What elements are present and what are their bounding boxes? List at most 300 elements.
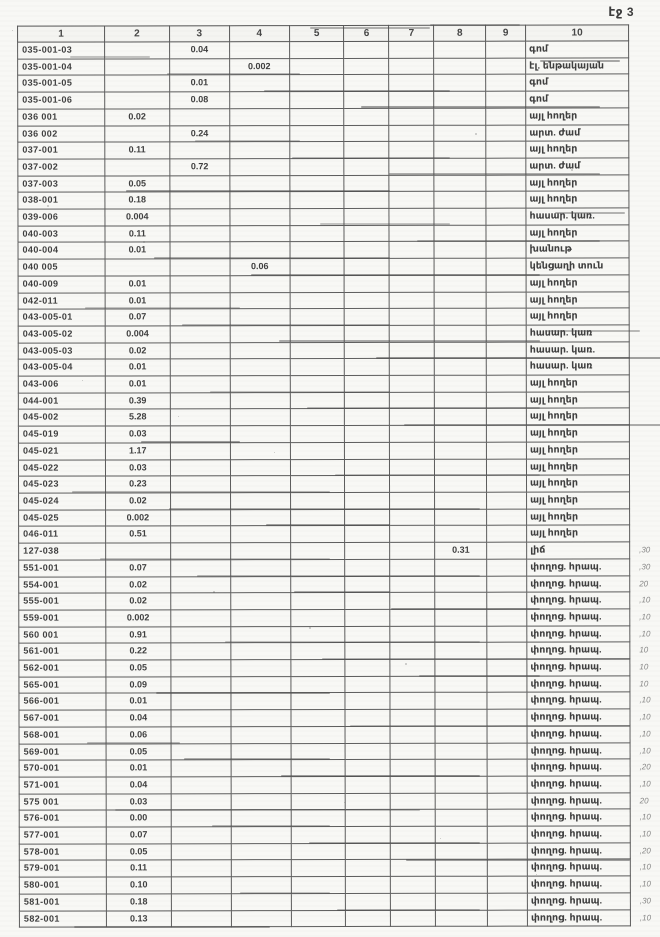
cell-landuse-label: այլ հողեր bbox=[527, 509, 630, 526]
table-row bbox=[18, 408, 659, 426]
cell-col6-empty bbox=[344, 192, 389, 209]
cell-col4-value bbox=[231, 743, 291, 760]
cell-col7-empty bbox=[389, 75, 434, 92]
margin-mark: 10 bbox=[639, 645, 649, 655]
cell-col9-empty bbox=[487, 425, 527, 442]
cell-col4-value bbox=[230, 526, 290, 543]
cell-col9-empty bbox=[487, 492, 527, 509]
cell-parcel-code: 577-001 bbox=[19, 827, 106, 844]
cell-col5-empty bbox=[290, 559, 345, 576]
cell-col4-value bbox=[230, 359, 290, 376]
cell-col6-empty bbox=[345, 676, 390, 693]
cell-col8-value bbox=[434, 275, 486, 292]
margin-mark bbox=[630, 525, 660, 542]
cell-landuse-label: գոմ bbox=[526, 74, 629, 91]
table-row bbox=[19, 876, 660, 894]
cell-col7-empty bbox=[390, 709, 435, 726]
cell-col4-value bbox=[230, 610, 290, 627]
cell-col5-empty bbox=[290, 426, 345, 443]
table-row bbox=[18, 325, 659, 343]
cell-col4-value bbox=[230, 192, 290, 209]
cell-col3-value: 0.04 bbox=[169, 42, 229, 59]
cell-col8-value bbox=[434, 325, 486, 342]
cell-col3-value bbox=[171, 894, 231, 911]
cell-col7-empty bbox=[390, 359, 435, 376]
cell-col3-value bbox=[170, 359, 230, 376]
table-row bbox=[19, 542, 660, 560]
cell-col3-value bbox=[170, 509, 230, 526]
cell-parcel-code: 559-001 bbox=[19, 610, 106, 627]
cell-col7-empty bbox=[390, 760, 435, 777]
cell-col8-value bbox=[434, 158, 486, 175]
margin-mark bbox=[629, 108, 659, 125]
cell-parcel-code: 043-005-03 bbox=[18, 343, 105, 360]
cell-landuse-label: փողոց. հրապ. bbox=[527, 726, 630, 743]
cell-col3-value bbox=[171, 877, 231, 894]
margin-mark bbox=[629, 91, 659, 108]
margin-mark: ,10 bbox=[639, 779, 651, 789]
cell-col8-value bbox=[436, 860, 488, 877]
cell-landuse-label: փողոց. հրապ. bbox=[527, 642, 630, 659]
cell-col2-value: 0.02 bbox=[105, 343, 170, 360]
cell-landuse-label: փողոց. հրապ. bbox=[527, 659, 630, 676]
cell-col5-empty bbox=[290, 576, 345, 593]
cell-col5-empty bbox=[289, 108, 344, 125]
cell-col4-value bbox=[230, 242, 290, 259]
margin-mark: ,10 bbox=[639, 829, 651, 839]
cell-col6-empty bbox=[344, 259, 389, 276]
margin-mark bbox=[629, 124, 659, 141]
cell-col9-empty bbox=[487, 826, 527, 843]
cell-col7-empty bbox=[391, 860, 436, 877]
cell-landuse-label: փողոց. հրապ. bbox=[527, 559, 630, 576]
cell-col2-value bbox=[105, 159, 170, 176]
table-row bbox=[19, 642, 660, 660]
cell-landuse-label: փողոց. հրապ. bbox=[527, 742, 630, 759]
cell-col3-value bbox=[171, 743, 231, 760]
cell-col7-empty bbox=[390, 509, 435, 526]
cell-col4-value bbox=[229, 125, 289, 142]
cell-col7-empty bbox=[390, 676, 435, 693]
cell-col2-value: 0.23 bbox=[105, 476, 170, 493]
cell-col6-empty bbox=[345, 526, 390, 543]
cell-landuse-label: փողոց. հրապ. bbox=[527, 826, 630, 843]
cell-parcel-code: 040-004 bbox=[18, 242, 105, 259]
cell-col9-empty bbox=[486, 158, 526, 175]
margin-mark bbox=[629, 442, 659, 459]
cell-col8-value bbox=[435, 492, 487, 509]
cell-col6-empty bbox=[345, 509, 390, 526]
table-row bbox=[18, 425, 659, 443]
cell-col5-empty bbox=[289, 192, 344, 209]
cell-col9-empty bbox=[487, 576, 527, 593]
cell-col7-empty bbox=[390, 693, 435, 710]
cell-col4-value bbox=[230, 459, 290, 476]
cell-col9-empty bbox=[486, 141, 526, 158]
cell-parcel-code: 555-001 bbox=[19, 593, 106, 610]
column-header-8: 8 bbox=[434, 25, 486, 41]
cell-col2-value: 0.03 bbox=[106, 793, 171, 810]
cell-col4-value bbox=[231, 643, 291, 660]
table-row bbox=[18, 225, 659, 243]
table-row bbox=[19, 709, 660, 727]
cell-col6-empty bbox=[346, 743, 391, 760]
cell-parcel-code: 570-001 bbox=[19, 760, 106, 777]
cell-col6-empty bbox=[346, 910, 391, 927]
margin-mark: ,10 bbox=[639, 595, 651, 605]
table-row bbox=[19, 826, 660, 844]
cell-col9-empty bbox=[487, 876, 527, 893]
cell-col8-value bbox=[434, 308, 486, 325]
cell-col2-value: 0.02 bbox=[106, 576, 171, 593]
cell-col8-value bbox=[434, 192, 486, 209]
cell-landuse-label: այլ հողեր bbox=[527, 492, 630, 509]
cell-col9-empty bbox=[486, 258, 526, 275]
cell-landuse-label: այլ հողեր bbox=[526, 225, 629, 242]
cell-parcel-code: 036 001 bbox=[18, 109, 105, 126]
cell-col7-empty bbox=[389, 309, 434, 326]
cell-col8-value bbox=[435, 592, 487, 609]
cell-col4-value bbox=[230, 593, 290, 610]
cell-col9-empty bbox=[487, 626, 527, 643]
cell-col7-empty bbox=[389, 108, 434, 125]
cell-col3-value bbox=[171, 910, 231, 927]
cell-col2-value: 0.07 bbox=[106, 827, 171, 844]
cell-col2-value: 5.28 bbox=[105, 409, 170, 426]
cell-landuse-label: գոմ bbox=[526, 91, 629, 108]
cell-col3-value bbox=[170, 309, 230, 326]
cell-col5-empty bbox=[291, 877, 346, 894]
cell-col5-empty bbox=[291, 860, 346, 877]
cell-col7-empty bbox=[389, 175, 434, 192]
cell-col5-empty bbox=[290, 643, 345, 660]
cell-col3-value bbox=[170, 209, 230, 226]
cell-parcel-code: 045-021 bbox=[18, 443, 105, 460]
cell-landuse-label: այլ հողեր bbox=[526, 191, 629, 208]
cell-landuse-label: խանութ bbox=[526, 241, 629, 258]
cell-landuse-label: փողոց. հրապ. bbox=[527, 626, 630, 643]
cell-col3-value: 0.08 bbox=[169, 92, 229, 109]
table-row bbox=[19, 559, 660, 577]
table-row bbox=[18, 341, 659, 359]
cell-col7-empty bbox=[391, 826, 436, 843]
cell-landuse-label: փողոց. հրապ. bbox=[527, 676, 630, 693]
cell-col3-value: 0.72 bbox=[170, 159, 230, 176]
cell-landuse-label: էլ. ենթակայան bbox=[526, 58, 629, 75]
cell-landuse-label: փողոց. հրապ. bbox=[527, 692, 630, 709]
cell-col7-empty bbox=[389, 192, 434, 209]
cell-col5-empty bbox=[290, 359, 345, 376]
table-row bbox=[18, 475, 659, 493]
cell-landuse-label: փողոց. հրապ. bbox=[527, 609, 630, 626]
cell-col2-value: 0.03 bbox=[105, 459, 170, 476]
cell-col2-value: 0.01 bbox=[105, 292, 170, 309]
cell-col5-empty bbox=[290, 459, 345, 476]
cell-col2-value: 0.05 bbox=[105, 175, 170, 192]
cell-col5-empty bbox=[290, 209, 345, 226]
cell-col9-empty bbox=[488, 910, 528, 927]
cell-col5-empty bbox=[289, 75, 344, 92]
cell-col6-empty bbox=[345, 409, 390, 426]
cell-col8-value bbox=[434, 242, 486, 259]
cell-col9-empty bbox=[487, 843, 527, 860]
table-row bbox=[18, 258, 659, 276]
cell-col8-value bbox=[435, 609, 487, 626]
cell-col7-empty bbox=[389, 242, 434, 259]
cell-col5-empty bbox=[290, 609, 345, 626]
cell-col5-empty bbox=[290, 242, 345, 259]
margin-mark bbox=[630, 492, 660, 509]
cell-col3-value: 0.24 bbox=[170, 125, 230, 142]
cell-col9-empty bbox=[486, 191, 526, 208]
cell-col5-empty bbox=[289, 158, 344, 175]
cell-col2-value bbox=[105, 125, 170, 142]
cell-col9-empty bbox=[487, 559, 527, 576]
cell-col2-value: 0.04 bbox=[106, 777, 171, 794]
table-row bbox=[19, 759, 660, 777]
cell-col4-value bbox=[230, 326, 290, 343]
cell-landuse-label: լիճ bbox=[527, 542, 630, 559]
cell-col5-empty bbox=[290, 509, 345, 526]
cell-col3-value bbox=[171, 760, 231, 777]
cell-col7-empty bbox=[390, 492, 435, 509]
cell-col8-value bbox=[435, 576, 487, 593]
cell-col2-value: 0.01 bbox=[105, 242, 170, 259]
cell-col6-empty bbox=[345, 275, 390, 292]
cell-col3-value bbox=[171, 793, 231, 810]
margin-mark bbox=[629, 392, 659, 409]
table-row bbox=[18, 158, 659, 176]
cell-landuse-label: փողոց. հրապ. bbox=[527, 793, 630, 810]
column-header-7: 7 bbox=[389, 25, 434, 41]
margin-mark: ,30 bbox=[639, 562, 651, 572]
margin-mark bbox=[629, 158, 659, 175]
margin-mark bbox=[629, 275, 659, 292]
cell-col8-value bbox=[435, 776, 487, 793]
cell-col7-empty bbox=[390, 626, 435, 643]
cell-col6-empty bbox=[346, 810, 391, 827]
cell-col7-empty bbox=[389, 158, 434, 175]
cell-col4-value bbox=[230, 576, 290, 593]
cell-col5-empty bbox=[289, 142, 344, 159]
cell-col2-value: 0.10 bbox=[106, 877, 171, 894]
table-row bbox=[18, 58, 659, 76]
cell-col7-empty bbox=[391, 893, 436, 910]
cell-col3-value bbox=[171, 626, 231, 643]
cell-col5-empty bbox=[291, 893, 346, 910]
cell-col9-empty bbox=[487, 475, 527, 492]
cell-landuse-label: փողոց. հրապ. bbox=[527, 876, 630, 893]
cell-landuse-label: կենցաղի տուն bbox=[526, 258, 629, 275]
cell-col5-empty bbox=[291, 726, 346, 743]
cell-col8-value bbox=[434, 125, 486, 142]
cell-col7-empty bbox=[390, 476, 435, 493]
cell-col2-value: 0.004 bbox=[105, 209, 170, 226]
cell-col2-value bbox=[105, 75, 170, 92]
cell-col7-empty bbox=[390, 576, 435, 593]
cell-landuse-label: փողոց. հրապ. bbox=[527, 893, 630, 910]
cell-col2-value: 0.11 bbox=[106, 860, 171, 877]
margin-mark bbox=[629, 74, 659, 91]
cell-col8-value bbox=[434, 108, 486, 125]
cell-col5-empty bbox=[290, 225, 345, 242]
column-header-9: 9 bbox=[486, 25, 526, 41]
cell-col5-empty bbox=[290, 292, 345, 309]
cell-col9-empty bbox=[487, 542, 527, 559]
table-row bbox=[19, 509, 660, 527]
cell-col3-value bbox=[170, 175, 230, 192]
table-row bbox=[19, 575, 660, 593]
margin-mark: ,10 bbox=[639, 912, 652, 922]
cell-col3-value bbox=[170, 225, 230, 242]
cell-col6-empty bbox=[345, 542, 390, 559]
cell-landuse-label: այլ հողեր bbox=[526, 408, 629, 425]
cell-parcel-code: 038-001 bbox=[18, 192, 105, 209]
cell-col6-empty bbox=[344, 158, 389, 175]
cell-col9-empty bbox=[486, 342, 526, 359]
cell-col9-empty bbox=[487, 726, 527, 743]
cell-col4-value bbox=[230, 376, 290, 393]
cell-landuse-label: հասար. կառ bbox=[526, 325, 629, 342]
cell-landuse-label: հասար. կառ. bbox=[526, 342, 629, 359]
cell-col6-empty bbox=[344, 108, 389, 125]
cell-col6-empty bbox=[345, 659, 390, 676]
cell-col3-value bbox=[171, 727, 231, 744]
cell-col3-value bbox=[171, 693, 231, 710]
margin-mark bbox=[629, 225, 659, 242]
cell-col4-value bbox=[230, 175, 290, 192]
cell-col7-empty bbox=[390, 425, 435, 442]
cell-col8-value bbox=[435, 375, 487, 392]
margin-mark: ,10 bbox=[639, 695, 651, 705]
table-row bbox=[19, 609, 660, 627]
cell-col6-empty bbox=[346, 760, 391, 777]
cell-col7-empty bbox=[389, 292, 434, 309]
cell-col9-empty bbox=[487, 459, 527, 476]
cell-col3-value bbox=[171, 827, 231, 844]
cell-col7-empty bbox=[389, 41, 434, 58]
cell-landuse-label: այլ հողեր bbox=[526, 141, 629, 158]
margin-mark bbox=[629, 241, 659, 258]
margin-mark: ,30 bbox=[639, 896, 651, 906]
margin-mark bbox=[629, 325, 659, 342]
cell-col5-empty bbox=[291, 710, 346, 727]
cell-col8-value bbox=[435, 693, 487, 710]
cell-col4-value bbox=[229, 108, 289, 125]
margin-mark: ,10 bbox=[639, 862, 651, 872]
table-row bbox=[19, 742, 660, 760]
cell-col7-empty bbox=[390, 776, 435, 793]
cell-col8-value bbox=[435, 392, 487, 409]
cell-col7-empty bbox=[389, 258, 434, 275]
table-row bbox=[18, 442, 659, 460]
cell-parcel-code: 579-001 bbox=[19, 860, 106, 877]
cell-landuse-label: այլ հողեր bbox=[527, 475, 630, 492]
cell-col4-value bbox=[231, 676, 291, 693]
cell-col8-value bbox=[434, 41, 486, 58]
cell-col4-value bbox=[229, 92, 289, 109]
cell-col5-empty bbox=[291, 793, 346, 810]
cell-col2-value: 0.002 bbox=[105, 510, 170, 527]
cell-col7-empty bbox=[391, 793, 436, 810]
cell-col8-value bbox=[435, 425, 487, 442]
cell-col6-empty bbox=[345, 392, 390, 409]
cell-col8-value bbox=[435, 743, 487, 760]
margin-mark: 20 bbox=[639, 795, 649, 806]
table-row bbox=[18, 124, 659, 142]
cell-col9-empty bbox=[486, 175, 526, 192]
cell-col3-value bbox=[170, 326, 230, 343]
cell-landuse-label: փողոց. հրապ. bbox=[527, 759, 630, 776]
table-row bbox=[19, 625, 660, 643]
cell-col3-value bbox=[170, 242, 230, 259]
cell-col5-empty bbox=[289, 125, 344, 142]
cell-col3-value bbox=[171, 643, 231, 660]
cell-col8-value bbox=[435, 676, 487, 693]
table-row bbox=[18, 241, 659, 259]
table-row bbox=[19, 726, 660, 744]
table-row bbox=[18, 392, 659, 410]
cell-parcel-code: 039-006 bbox=[18, 209, 105, 226]
cell-parcel-code: 037-002 bbox=[18, 159, 105, 176]
cell-parcel-code: 043-006 bbox=[18, 376, 105, 393]
margin-mark bbox=[629, 475, 659, 492]
cell-col9-empty bbox=[486, 108, 526, 125]
cell-col6-empty bbox=[345, 492, 390, 509]
margin-mark bbox=[629, 458, 659, 475]
cell-col9-empty bbox=[487, 442, 527, 459]
cell-col6-empty bbox=[346, 776, 391, 793]
cell-col6-empty bbox=[345, 609, 390, 626]
cell-col6-empty bbox=[345, 459, 390, 476]
cell-col6-empty bbox=[344, 242, 389, 259]
cell-col2-value: 0.51 bbox=[106, 526, 171, 543]
table-row bbox=[18, 191, 659, 209]
cell-col7-empty bbox=[390, 542, 435, 559]
margin-mark: ,10 bbox=[639, 729, 651, 739]
cell-col9-empty bbox=[486, 242, 526, 259]
cell-parcel-code: 045-019 bbox=[18, 426, 105, 443]
cell-parcel-code: 568-001 bbox=[19, 727, 106, 744]
cell-col8-value bbox=[435, 475, 487, 492]
table-row bbox=[19, 492, 660, 510]
cell-parcel-code: 044-001 bbox=[18, 393, 105, 410]
cell-col5-empty bbox=[289, 175, 344, 192]
cell-col6-empty bbox=[345, 710, 390, 727]
table-row bbox=[18, 91, 659, 109]
cell-col9-empty bbox=[486, 91, 526, 108]
cell-col9-empty bbox=[487, 659, 527, 676]
cell-col2-value: 0.39 bbox=[105, 393, 170, 410]
cell-col2-value bbox=[105, 59, 170, 76]
cell-col2-value: 0.01 bbox=[105, 359, 170, 376]
cell-col6-empty bbox=[346, 843, 391, 860]
margin-mark: ,10 bbox=[639, 745, 651, 755]
cell-col5-empty bbox=[289, 58, 344, 75]
table-row bbox=[19, 909, 660, 927]
cell-col6-empty bbox=[344, 225, 389, 242]
cell-col2-value: 0.11 bbox=[105, 142, 170, 159]
cell-col8-value bbox=[434, 141, 486, 158]
margin-mark bbox=[629, 174, 659, 191]
cell-col3-value bbox=[170, 543, 230, 560]
cell-col9-empty bbox=[486, 308, 526, 325]
cell-col4-value bbox=[231, 910, 291, 927]
cell-col2-value bbox=[105, 92, 170, 109]
cell-col7-empty bbox=[390, 392, 435, 409]
cell-col4-value: 0.002 bbox=[229, 58, 289, 75]
margin-mark bbox=[629, 208, 659, 225]
